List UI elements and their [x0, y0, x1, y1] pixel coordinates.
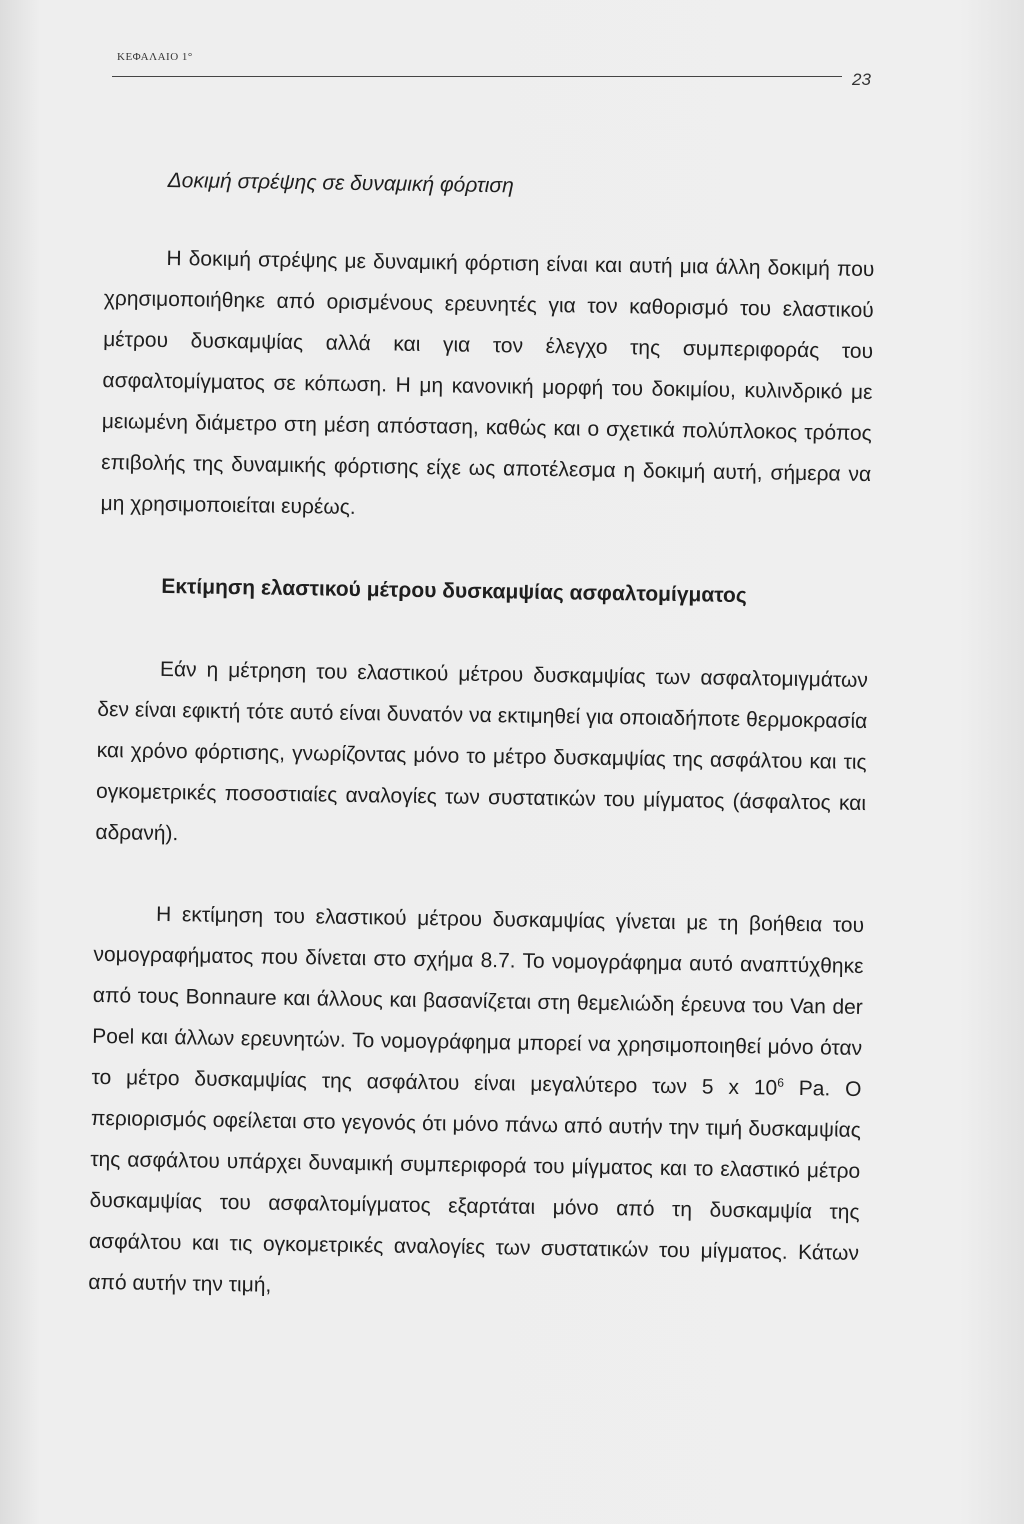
page-content — [88, 160, 876, 1315]
paragraph-nomograph — [88, 893, 864, 1315]
header-rule — [112, 76, 842, 77]
page-number: 23 — [852, 70, 871, 89]
exponent: 6 — [777, 1075, 785, 1090]
paragraph-nomograph-text-a: Η εκτίμηση του ελαστικού μέτρου δυσκαμψίας γίνεται με τη βοήθεια του νομογραφήματος που δίνεται στο σχήμα 8.7. Το νομογράφημα αυτό αναπτύχθηκε από τους Bonnaure και άλλους και βασανίζεται στη θεμελιώδη έρευνα του Van der Poel και άλλων ερευνητών. Το νομογράφημα μπορεί να χρησιμοποιηθεί μόνο όταν το μέτρο δυσκαμψίας της ασφάλτου είναι μεγαλύτερο των 5 x 10 — [91, 902, 865, 1100]
chapter-header: ΚΕΦΑΛΑΙΟ 1° — [117, 51, 193, 63]
section-title-stiffness-estimation: Εκτίμηση ελαστικού μέτρου δυσκαμψίας ασφαλτομίγματος — [161, 574, 747, 608]
paragraph-stiffness-estimation: Εάν η μέτρηση του ελαστικού μέτρου δυσκαμψίας των ασφαλτομιγμάτων δεν είναι εφικτή τότε αυτό είναι δυνατόν να εκτιμηθεί για οποιαδήποτε θερμοκρασία και χρόνο φόρτισης, γνωρίζοντας μόνο το μέτρο δυσκαμψίας της ασφάλτου και τις ογκομετρικές ποσοστιαίες αναλογίες των συστατικών του μίγματος (άσφαλτος και αδρανή). — [95, 657, 869, 846]
paragraph-torsion-test: Η δοκιμή στρέψης με δυναμική φόρτιση είναι και αυτή μια άλλη δοκιμή που χρησιμοποιήθηκε από ορισμένους ερευνητές για τον καθορισμό του ελαστικού μέτρου δυσκαμψίας αλλά και για τον έλεγχο της συμπεριφοράς του ασφαλτομίγματος σε κόπωση. Η μη κανονική μορφή του δοκιμίου, κυλινδρικό με μειωμένη διάμετρο στη μέση απόσταση, καθώς και ο σχετικά πολύπλοκος τρόπος επιβολής της δυναμικής φόρτισης είχε ως αποτέλεσμα η δοκιμή αυτή, σήμερα να μη χρησιμοποιείται ευρέως. — [100, 246, 875, 519]
paragraph-nomograph-text-b: Pa. Ο περιορισμός οφείλεται στο γεγονός ότι μόνο πάνω από αυτήν την τιμή δυσκαμψίας της ασφάλτου υπάρχει δυναμική συμπεριφορά του μίγματος και το ελαστικό μέτρο δυσκαμψίας του ασφαλτομίγματος εξαρτάται μόνο από τη δυσκαμψία της ασφάλτου και τις ογκομετρικές αναλογίες των συστατικών του μίγματος. Κάτων από αυτήν την τιμή, — [88, 1076, 862, 1297]
section-title-torsion-test: Δοκιμή στρέψης σε δυναμική φόρτιση — [167, 168, 514, 198]
